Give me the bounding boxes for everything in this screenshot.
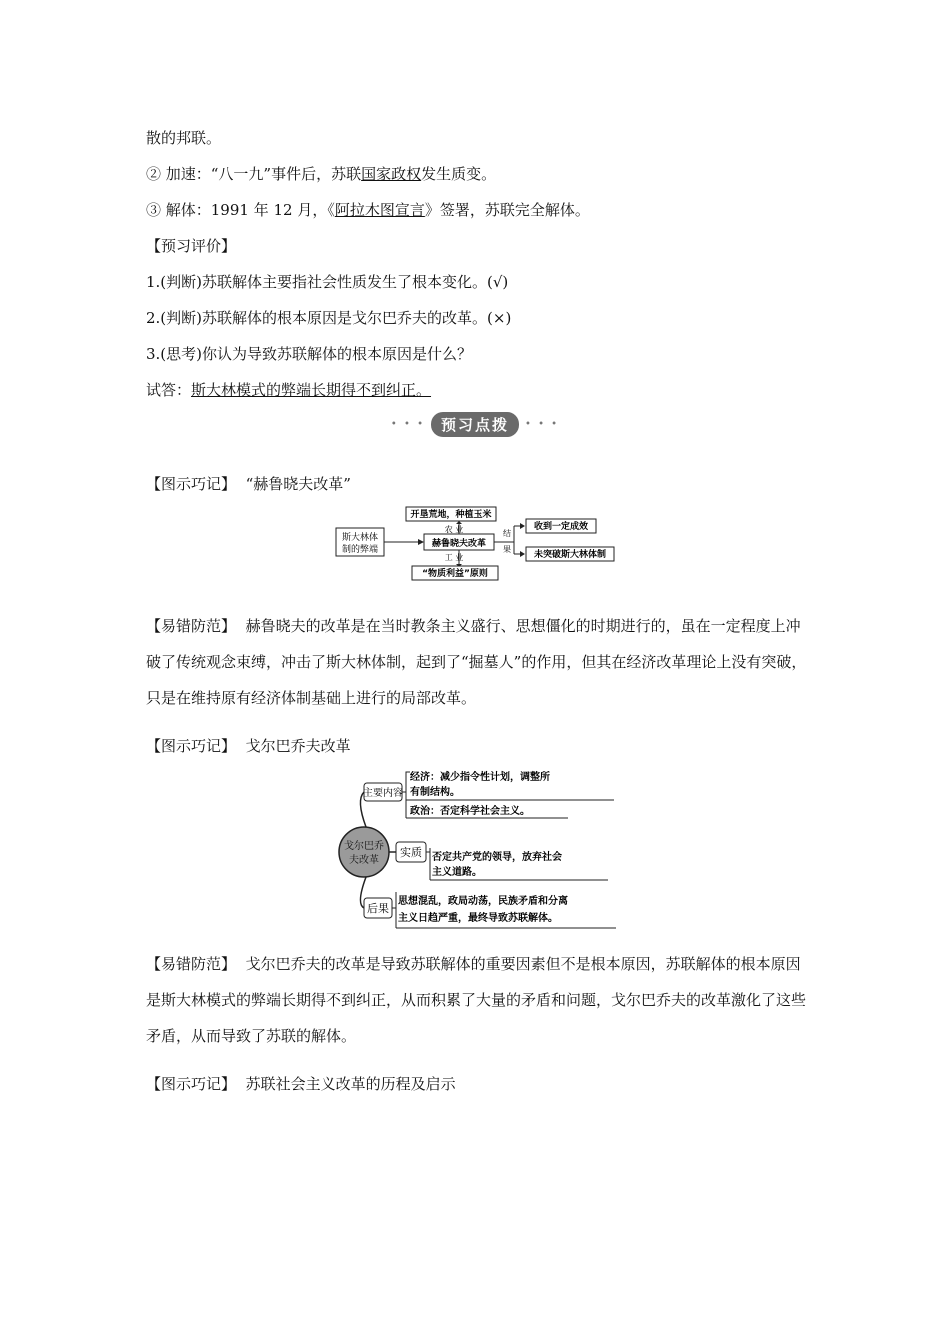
diagram2-result-line2: 主义日趋严重，最终导致苏联解体。 xyxy=(398,913,558,924)
section-heading: 【图示巧记】 戈尔巴乔夫改革 xyxy=(146,737,351,755)
section-heading: 【图示巧记】 苏联社会主义改革的历程及启示 xyxy=(146,1075,456,1093)
tip-paragraph: 【易错防范】 戈尔巴乔夫的改革是导致苏联解体的重要因素但不是根本原因，苏联解体的根本原因是斯大林模式的弊端长期得不到纠正，从而积累了大量的矛盾和问题，戈尔巴乔夫的改革激化了这些矛盾，从而导致了苏联的解体。 xyxy=(146,955,807,1045)
section-banner xyxy=(0,412,950,438)
gorbachev-reform-diagram xyxy=(336,764,620,934)
diagram1-result2: 未突破斯大林体制 xyxy=(533,550,607,560)
text-line: ② 加速：“八一九”事件后，苏联国家政权发生质变。 xyxy=(146,165,497,183)
answer-3: 试答：斯大林模式的弊端长期得不到纠正。 xyxy=(146,381,432,399)
diagram2-circle-line1: 戈尔巴乔 xyxy=(344,841,384,852)
diagram1-left-line2: 制的弊端 xyxy=(341,545,379,555)
diagram1-result1: 收到一定成效 xyxy=(533,522,589,532)
diagram2-result-line1: 思想混乱，政局动荡，民族矛盾和分离 xyxy=(398,896,568,907)
diagram2-econ-line1: 经济：减少指令性计划，调整所 xyxy=(410,772,550,783)
section-heading: 【预习评价】 xyxy=(146,237,237,255)
diagram2-essence-line1: 否定共产党的领导，放弃社会 xyxy=(432,852,562,863)
diagram1-bottom-label: 工 业 xyxy=(444,553,464,562)
question-2: 2.(判断)苏联解体的根本原因是戈尔巴乔夫的改革。(×) xyxy=(146,309,512,327)
question-3: 3.(思考)你认为导致苏联解体的根本原因是什么？ xyxy=(146,345,473,363)
diagram1-result-label: 果 xyxy=(503,545,511,554)
diagram2-essence-line2: 主义道路。 xyxy=(432,867,482,878)
text-line: 散的邦联。 xyxy=(146,129,222,147)
banner-label: 预习点拨 xyxy=(431,412,519,437)
diagram2-result-label: 后果 xyxy=(367,902,389,915)
banner-dots: • • • xyxy=(525,419,560,430)
diagram1-left-line1: 斯大林体 xyxy=(341,533,379,543)
banner-dots: • • • xyxy=(390,419,425,430)
diagram1-top: 开垦荒地，种植玉米 xyxy=(410,510,492,520)
diagram2-politics: 政治：否定科学社会主义。 xyxy=(410,806,530,817)
diagram2-circle-line2: 夫改革 xyxy=(349,855,379,866)
diagram2-essence-label: 实质 xyxy=(400,846,422,859)
question-1: 1.(判断)苏联解体主要指社会性质发生了根本变化。(√) xyxy=(146,273,509,291)
diagram1-top-label: 农 业 xyxy=(444,525,464,534)
khrushchev-reform-diagram xyxy=(334,504,624,582)
diagram2-content-label: 主要内容 xyxy=(363,788,403,799)
text-line: ③ 解体：1991 年 12 月，《阿拉木图宣言》签署，苏联完全解体。 xyxy=(146,201,590,219)
diagram1-result-label: 结 xyxy=(503,529,511,538)
tip-paragraph: 【易错防范】 赫鲁晓夫的改革是在当时教条主义盛行、思想僵化的时期进行的，虽在一定程度上冲破了传统观念束缚，冲击了斯大林体制，起到了“掘墓人”的作用，但其在经济改革理论上没有突破，只是在维持原有经济体制基础上进行的局部改革。 xyxy=(146,617,807,707)
diagram1-bottom: “物质利益”原则 xyxy=(422,569,488,579)
section-heading: 【图示巧记】 “赫鲁晓夫改革” xyxy=(146,475,351,493)
diagram2-econ-line2: 有制结构。 xyxy=(410,787,460,798)
diagram1-center: 赫鲁晓夫改革 xyxy=(431,539,487,549)
